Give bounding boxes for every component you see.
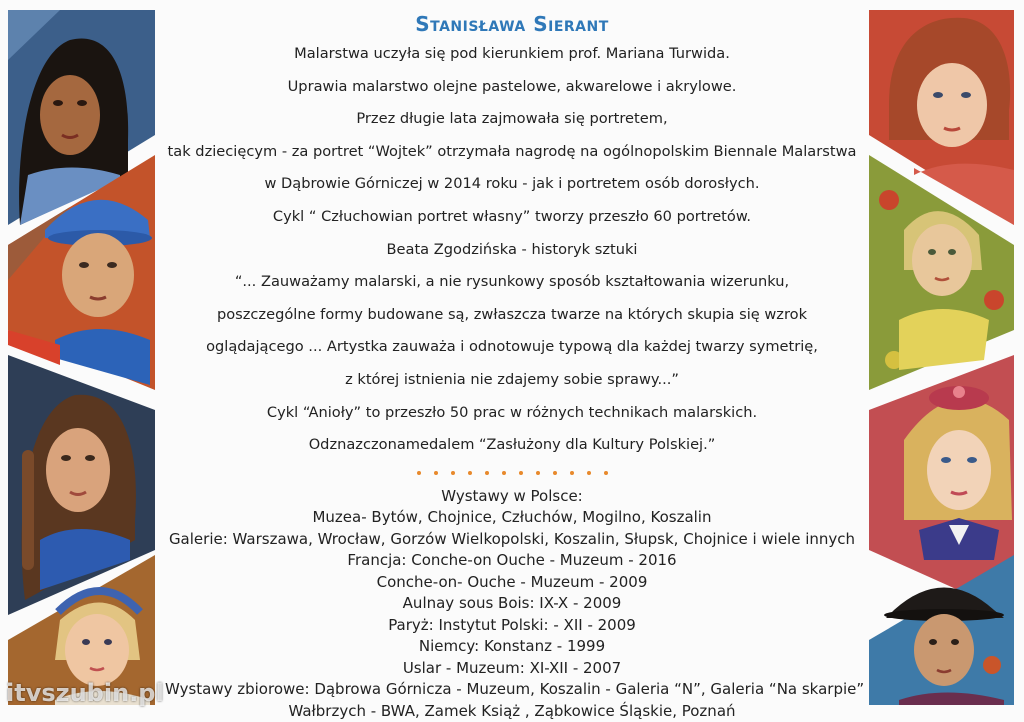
bio-line: w Dąbrowie Górniczej w 2014 roku - jak i portretem osób dorosłych. <box>264 175 760 193</box>
exhibition-line: Conche-on- Ouche - Muzeum - 2009 <box>376 572 648 591</box>
bio-line: “... Zauważamy malarski, a nie rysunkowy sposób kształtowania wizerunku, <box>234 273 790 291</box>
exhibition-line: Uslar - Muzeum: XI-XII - 2007 <box>402 658 622 677</box>
exhibitions-list <box>165 486 865 722</box>
exhibition-line: Niemcy: Konstanz - 1999 <box>418 637 606 656</box>
bio-line: Beata Zgodzińska - historyk sztuki <box>386 240 638 258</box>
exhibition-line: Wałbrzych - BWA, Zamek Książ , Ząbkowice Śląskie, Poznań <box>288 701 736 720</box>
exhibition-line: Muzea- Bytów, Chojnice, Człuchów, Mogilno, Koszalin <box>312 508 712 527</box>
bio-line: poszczególne formy budowane są, zwłaszcza twarze na których skupia się wzrok <box>216 305 808 323</box>
watermark: itvszubin.pl <box>6 679 164 707</box>
bio-line: Malarstwa uczyła się pod kierunkiem prof. Mariana Turwida. <box>294 45 730 62</box>
exhibitions-heading: Wystawy w Polsce: <box>441 486 583 505</box>
biography-list <box>165 38 859 462</box>
bio-line: Cykl “ Człuchowian portret własny” tworzy przeszło 60 portretów. <box>272 207 752 225</box>
right-portrait-strip <box>864 0 1024 715</box>
bio-line: Przez długie lata zajmowała się portretem, <box>356 110 668 128</box>
bio-line: Odznazczonamedalem “Zasłużony dla Kultury Polskiej.” <box>308 436 716 454</box>
bio-line: tak dziecięcym - za portret “Wojtek” otrzymała nagrodę na ogólnopolskim Biennale Malarstwa <box>167 142 857 160</box>
dotted-divider <box>165 464 859 482</box>
exhibition-line: Paryż: Instytut Polski: - XII - 2009 <box>388 615 636 634</box>
bio-line: Uprawia malarstwo olejne pastelowe, akwarelowe i akrylowe. <box>287 77 737 95</box>
bio-line: z której istnienia nie zdajemy sobie sprawy...” <box>345 370 679 388</box>
bio-line: oglądającego ... Artystka zauważa i odnotowuje typową dla każdej twarzy symetrię, <box>206 338 818 356</box>
exhibition-line: Francja: Conche-on Ouche - Muzeum - 2016 <box>347 551 677 570</box>
page-title: Stanisława Sierant <box>415 12 609 36</box>
left-portrait-strip <box>0 0 160 715</box>
biography-content <box>165 0 865 720</box>
exhibition-line: Galerie: Warszawa, Wrocław, Gorzów Wielkopolski, Koszalin, Słupsk, Chojnice i wiele innych <box>168 529 856 548</box>
exhibition-line: Wystawy zbiorowe: Dąbrowa Górnicza - Muzeum, Koszalin - Galeria “N”, Galeria “Na skarpie” <box>165 680 865 699</box>
bio-line: Cykl “Anioły” to przeszło 50 prac w różnych technikach malarskich. <box>266 403 758 421</box>
exhibition-line: Aulnay sous Bois: IX-X - 2009 <box>402 594 622 613</box>
